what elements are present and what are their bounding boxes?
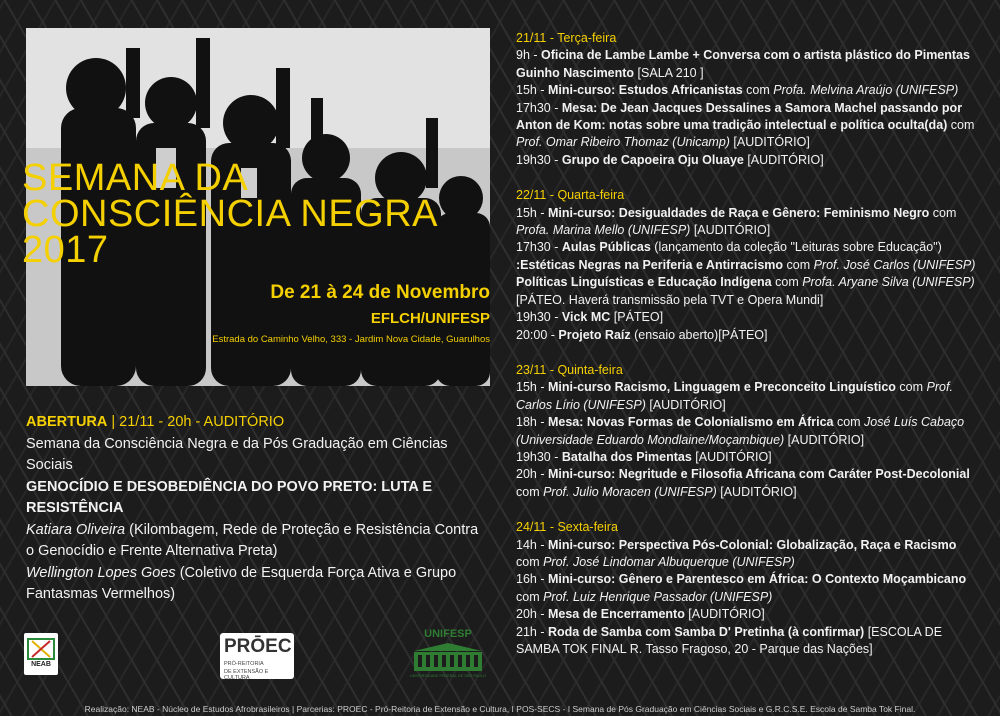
item-connector: com	[516, 484, 544, 499]
item-title: Mini-curso: Estudos Africanistas	[547, 83, 743, 98]
neab-logo-text: NEAB	[31, 661, 51, 668]
item-title: Mini-curso: Negritude e Filosofia Africana com Caráter Post-Decolonial	[547, 467, 970, 482]
item-title: Roda de Samba com Samba D' Pretinha (à confirmar)	[547, 624, 865, 639]
schedule-item	[516, 239, 976, 256]
abertura-detail: | 21/11 - 20h - AUDITÓRIO	[107, 414, 285, 430]
item-title: Batalha dos Pimentas	[561, 449, 692, 464]
day-header: 23/11 - Quinta-feira	[516, 362, 623, 377]
item-location: [AUDITÓRIO]	[691, 449, 772, 464]
item-location: (ensaio aberto)[PÁTEO]	[630, 327, 768, 342]
item-connector: com	[516, 589, 544, 604]
item-connector: com	[929, 205, 957, 220]
item-title: Mini-curso Racismo, Linguagem e Preconceito Linguístico	[547, 380, 896, 395]
item-connector: com	[771, 275, 803, 290]
item-title: :Estéticas Negras na Periferia e Antirracismo	[516, 257, 784, 272]
item-location: [AUDITÓRIO]	[684, 607, 765, 622]
unifesp-logo-sub: UNIVERSIDADE FEDERAL DE SÃO PAULO	[410, 674, 486, 678]
schedule-item	[516, 274, 976, 291]
item-speaker: Prof. Luiz Henrique Passador (UNIFESP)	[543, 589, 773, 604]
schedule-item	[516, 47, 976, 82]
item-speaker: Profa. Melvina Araújo (UNIFESP)	[773, 83, 959, 98]
item-title: Grupo de Capoeira Oju Oluaye	[561, 152, 744, 167]
footer-credits: Realização: NEAB - Núcleo de Estudos Afrobrasileiros | Parcerias: PROEC - Pró-Reitoria de Extensão e Cultura, I POS-SECS - I Semana de Pós Graduação em Ciências Sociais e G.R.C.S.E. Escola de Samba Tok Final.	[84, 704, 916, 714]
item-title: Projeto Raíz	[558, 327, 631, 342]
item-location: [AUDITÓRIO]	[690, 223, 771, 238]
item-connector: com	[895, 380, 927, 395]
schedule-item	[516, 414, 976, 449]
item-time: 19h30 -	[516, 310, 562, 325]
title-line-1: SEMANA DA	[22, 157, 249, 199]
item-location: [PÁTEO]	[610, 310, 664, 325]
item-speaker: Prof. Omar Ribeiro Thomaz (Unicamp)	[516, 135, 730, 150]
item-connector: com	[947, 118, 975, 133]
abertura-description: Semana da Consciência Negra e da Pós Graduação em Ciências Sociais	[26, 435, 448, 473]
item-time: 15h -	[516, 205, 548, 220]
title-line-2: CONSCIÊNCIA NEGRA	[22, 193, 439, 235]
item-title: Mesa de Encerramento	[547, 607, 685, 622]
proec-logo-sub2: DE EXTENSÃO E CULTURA	[224, 669, 269, 681]
unifesp-logo-text: UNIFESP	[424, 628, 472, 640]
item-time: 20h -	[516, 467, 548, 482]
item-time: 21h -	[516, 624, 548, 639]
item-connector: com	[833, 415, 865, 430]
item-time: 17h30 -	[516, 240, 562, 255]
item-title: Políticas Linguísticas e Educação Indígena	[516, 275, 772, 290]
item-time: 19h30 -	[516, 449, 562, 464]
title-line-3: 2017	[22, 229, 109, 271]
schedule-item-note: [PÁTEO. Haverá transmissão pela TVT e Opera Mundi]	[516, 292, 824, 307]
day-header: 24/11 - Sexta-feira	[516, 520, 618, 535]
event-title	[22, 157, 439, 271]
schedule-item	[516, 82, 976, 99]
item-location: [AUDITÓRIO]	[645, 397, 726, 412]
item-time: 20:00 -	[516, 327, 559, 342]
item-time: 17h30 -	[516, 100, 562, 115]
item-connector: com	[516, 554, 544, 569]
item-speaker: Prof. José Carlos (UNIFESP)	[813, 257, 976, 272]
item-location: [SALA 210 ]	[634, 65, 704, 80]
schedule-item	[516, 257, 976, 274]
item-title: Mesa: Novas Formas de Colonialismo em África	[547, 415, 834, 430]
day-header: 21/11 - Terça-feira	[516, 31, 617, 45]
item-title: Oficina de Lambe Lambe + Conversa com o artista plástico do Pimentas Guinho Nascimento	[516, 48, 970, 80]
schedule-item	[516, 327, 976, 344]
speaker-1-org: (Kilombagem, Rede de Proteção e Resistência Contra o Genocídio e Frente Alternativa Preta)	[26, 521, 479, 559]
schedule-item	[516, 152, 976, 169]
item-location: [ESCOLA DE SAMBA TOK FINAL R. Tasso Fragoso, 20 - Parque das Nações]	[516, 624, 943, 656]
schedule-item	[516, 571, 976, 606]
schedule-item	[516, 537, 976, 572]
item-connector: com	[742, 83, 774, 98]
item-note: (lançamento da coleção "Leituras sobre Educação")	[650, 240, 942, 255]
abertura-label: ABERTURA	[26, 414, 108, 430]
item-time: 9h -	[516, 48, 542, 63]
speaker-2-name: Wellington Lopes Goes	[26, 564, 176, 581]
item-speaker: José Luís Cabaço (Universidade Eduardo Mondlaine/Moçambique)	[516, 415, 965, 447]
item-location: [AUDITÓRIO]	[743, 152, 824, 167]
event-address: Estrada do Caminho Velho, 333 - Jardim Nova Cidade, Guarulhos	[212, 334, 490, 345]
schedule	[516, 30, 976, 676]
schedule-day-21	[516, 30, 976, 169]
speaker-1-name: Katiara Oliveira	[26, 521, 126, 538]
item-time: 20h -	[516, 607, 548, 622]
event-dates: De 21 à 24 de Novembro	[270, 282, 490, 303]
neab-logo	[24, 633, 58, 675]
item-speaker: Profa. Aryane Silva (UNIFESP)	[802, 275, 975, 290]
unifesp-logo	[408, 628, 488, 680]
speaker-2-org: (Coletivo de Esquerda Força Ativa e Grupo Fantasmas Vermelhos)	[26, 564, 457, 602]
item-title: Aulas Públicas	[561, 240, 651, 255]
item-location: [AUDITÓRIO]	[729, 135, 810, 150]
item-time: 19h30 -	[516, 152, 562, 167]
schedule-item	[516, 100, 976, 152]
item-speaker: Prof. José Lindomar Albuquerque (UNIFESP)	[543, 554, 795, 569]
item-connector: com	[783, 257, 814, 272]
item-speaker: Prof. Julio Moracen (UNIFESP)	[543, 484, 717, 499]
event-venue: EFLCH/UNIFESP	[370, 310, 490, 327]
schedule-day-24	[516, 519, 976, 658]
schedule-item	[516, 205, 976, 240]
abertura-theme: GENOCÍDIO E DESOBEDIÊNCIA DO POVO PRETO: LUTA E RESISTÊNCIA	[26, 478, 433, 516]
schedule-item	[516, 606, 976, 623]
item-time: 14h -	[516, 537, 548, 552]
item-title: Mini-curso: Desigualdades de Raça e Gênero: Feminismo Negro	[547, 205, 930, 220]
item-title: Mesa: De Jean Jacques Dessalines a Samora Machel passando por Anton de Kom: notas sobre uma tradição intelectual e política oculta(da)	[516, 100, 963, 133]
schedule-item	[516, 624, 976, 659]
item-speaker: Prof. Carlos Lírio (UNIFESP)	[516, 380, 953, 412]
schedule-item	[516, 466, 976, 501]
schedule-item	[516, 449, 976, 466]
schedule-item	[516, 309, 976, 326]
abertura-section	[26, 412, 486, 606]
item-location: [AUDITÓRIO]	[716, 484, 797, 499]
item-title: Vick MC	[561, 310, 611, 325]
item-speaker: Profa. Marina Mello (UNIFESP)	[516, 223, 691, 238]
schedule-day-23	[516, 362, 976, 501]
item-title: Mini-curso: Gênero e Parentesco em África: O Contexto Moçambicano	[547, 572, 967, 587]
item-time: 15h -	[516, 380, 548, 395]
neab-mark-icon	[24, 633, 58, 675]
proec-logo-sub1: PRÓ-REITORIA	[224, 661, 264, 667]
proec-logo	[220, 633, 294, 679]
item-time: 16h -	[516, 572, 548, 587]
partner-logos	[24, 628, 494, 690]
schedule-item	[516, 379, 976, 414]
schedule-day-22	[516, 187, 976, 344]
item-time: 18h -	[516, 415, 548, 430]
item-time: 15h -	[516, 83, 548, 98]
day-header: 22/11 - Quarta-feira	[516, 188, 625, 203]
unifesp-building-icon	[408, 641, 488, 673]
item-location: [AUDITÓRIO]	[784, 432, 865, 447]
proec-logo-text: PRŌEC	[224, 636, 292, 657]
item-title: Mini-curso: Perspectiva Pós-Colonial: Globalização, Raça e Racismo	[547, 537, 957, 552]
